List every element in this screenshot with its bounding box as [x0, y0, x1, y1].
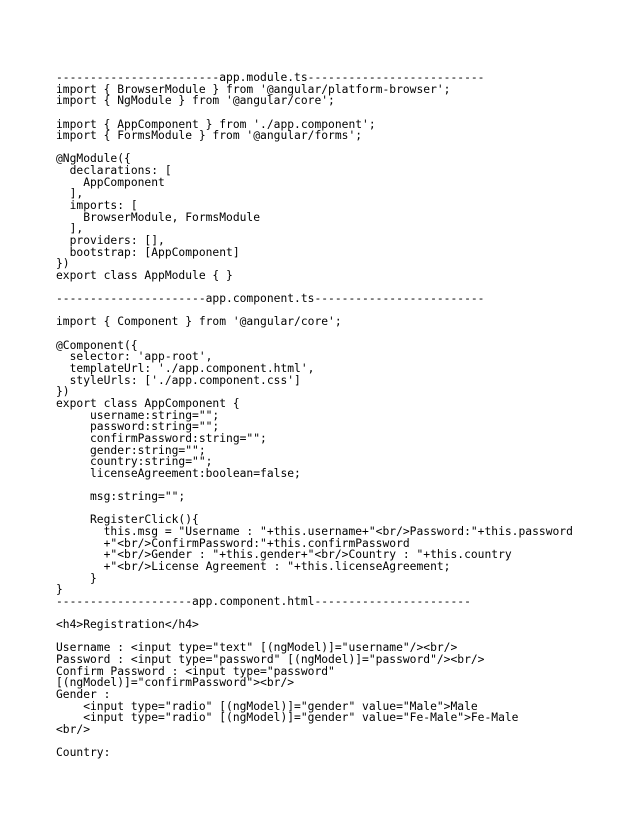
- code-line: bootstrap: [AppComponent]: [56, 245, 240, 259]
- code-line: providers: [],: [56, 233, 165, 247]
- code-line: RegisterClick(){: [56, 513, 199, 527]
- code-line: Password : <input type="password" [(ngModel)]="password"/><br/>: [56, 653, 485, 667]
- code-line: <input type="radio" [(ngModel)]="gender" value="Male">Male: [56, 699, 478, 713]
- code-line: <h4>Registration</h4>: [56, 618, 199, 632]
- code-line: }): [56, 257, 70, 271]
- code-line: gender:string="";: [56, 443, 206, 457]
- code-line: export class AppComponent {: [56, 396, 240, 410]
- code-line: BrowserModule, FormsModule: [56, 210, 261, 224]
- code-line: +"<br/>License Agreement : "+this.licenseAgreement;: [56, 559, 451, 573]
- code-line: msg:string="";: [56, 490, 186, 504]
- code-line: username:string="";: [56, 408, 220, 422]
- code-line: [56, 142, 631, 154]
- code-line: Gender :: [56, 687, 111, 701]
- code-line: export class AppModule { }: [56, 268, 233, 282]
- code-line: selector: 'app-root',: [56, 350, 213, 364]
- code-line: Country:: [56, 746, 111, 760]
- code-line: [56, 328, 631, 340]
- code-line: AppComponent: [56, 175, 165, 189]
- code-line: licenseAgreement:boolean=false;: [56, 466, 301, 480]
- code-line: this.msg = "Username : "+this.username+"<br/>Password:"+this.password: [56, 524, 573, 538]
- code-line: +"<br/>Gender : "+this.gender+"<br/>Country : "+this.country: [56, 548, 512, 562]
- code-line: +"<br/>ConfirmPassword:"+this.confirmPassword: [56, 536, 410, 550]
- code-line: import { BrowserModule } from '@angular/platform-browser';: [56, 82, 451, 96]
- code-line: @Component({: [56, 338, 138, 352]
- code-line: templateUrl: './app.component.html',: [56, 362, 315, 376]
- code-line: --------------------app.component.html-----------------------: [56, 594, 471, 608]
- code-line: import { Component } from '@angular/core';: [56, 315, 342, 329]
- code-line: ------------------------app.module.ts--------------------------: [56, 71, 485, 84]
- code-line: [56, 107, 631, 119]
- code-line: import { FormsModule } from '@angular/forms';: [56, 129, 363, 143]
- code-line: }): [56, 385, 70, 399]
- code-line: <input type="radio" [(ngModel)]="gender" value="Fe-Male">Fe-Male: [56, 711, 519, 725]
- code-line: @NgModule({: [56, 152, 131, 166]
- code-line: declarations: [: [56, 164, 172, 178]
- code-line: <br/>: [56, 722, 91, 736]
- code-line: ],: [56, 187, 84, 201]
- code-line: }: [56, 571, 97, 585]
- code-line: Username : <input type="text" [(ngModel)]="username"/><br/>: [56, 641, 458, 655]
- code-listing: [56, 72, 631, 759]
- code-line: [(ngModel)]="confirmPassword"><br/>: [56, 676, 295, 690]
- code-line: country:string="";: [56, 455, 213, 469]
- code-line: styleUrls: ['./app.component.css']: [56, 373, 301, 387]
- code-line: import { NgModule } from '@angular/core';: [56, 94, 335, 108]
- code-line: ----------------------app.component.ts-------------------------: [56, 292, 485, 306]
- code-line: password:string="";: [56, 420, 220, 434]
- code-line: confirmPassword:string="";: [56, 431, 267, 445]
- code-line: imports: [: [56, 199, 138, 213]
- code-line: ],: [56, 222, 84, 236]
- code-line: Confirm Password : <input type="password": [56, 664, 335, 678]
- code-line: [56, 736, 631, 748]
- code-line: }: [56, 583, 63, 597]
- code-line: import { AppComponent } from './app.component';: [56, 117, 376, 131]
